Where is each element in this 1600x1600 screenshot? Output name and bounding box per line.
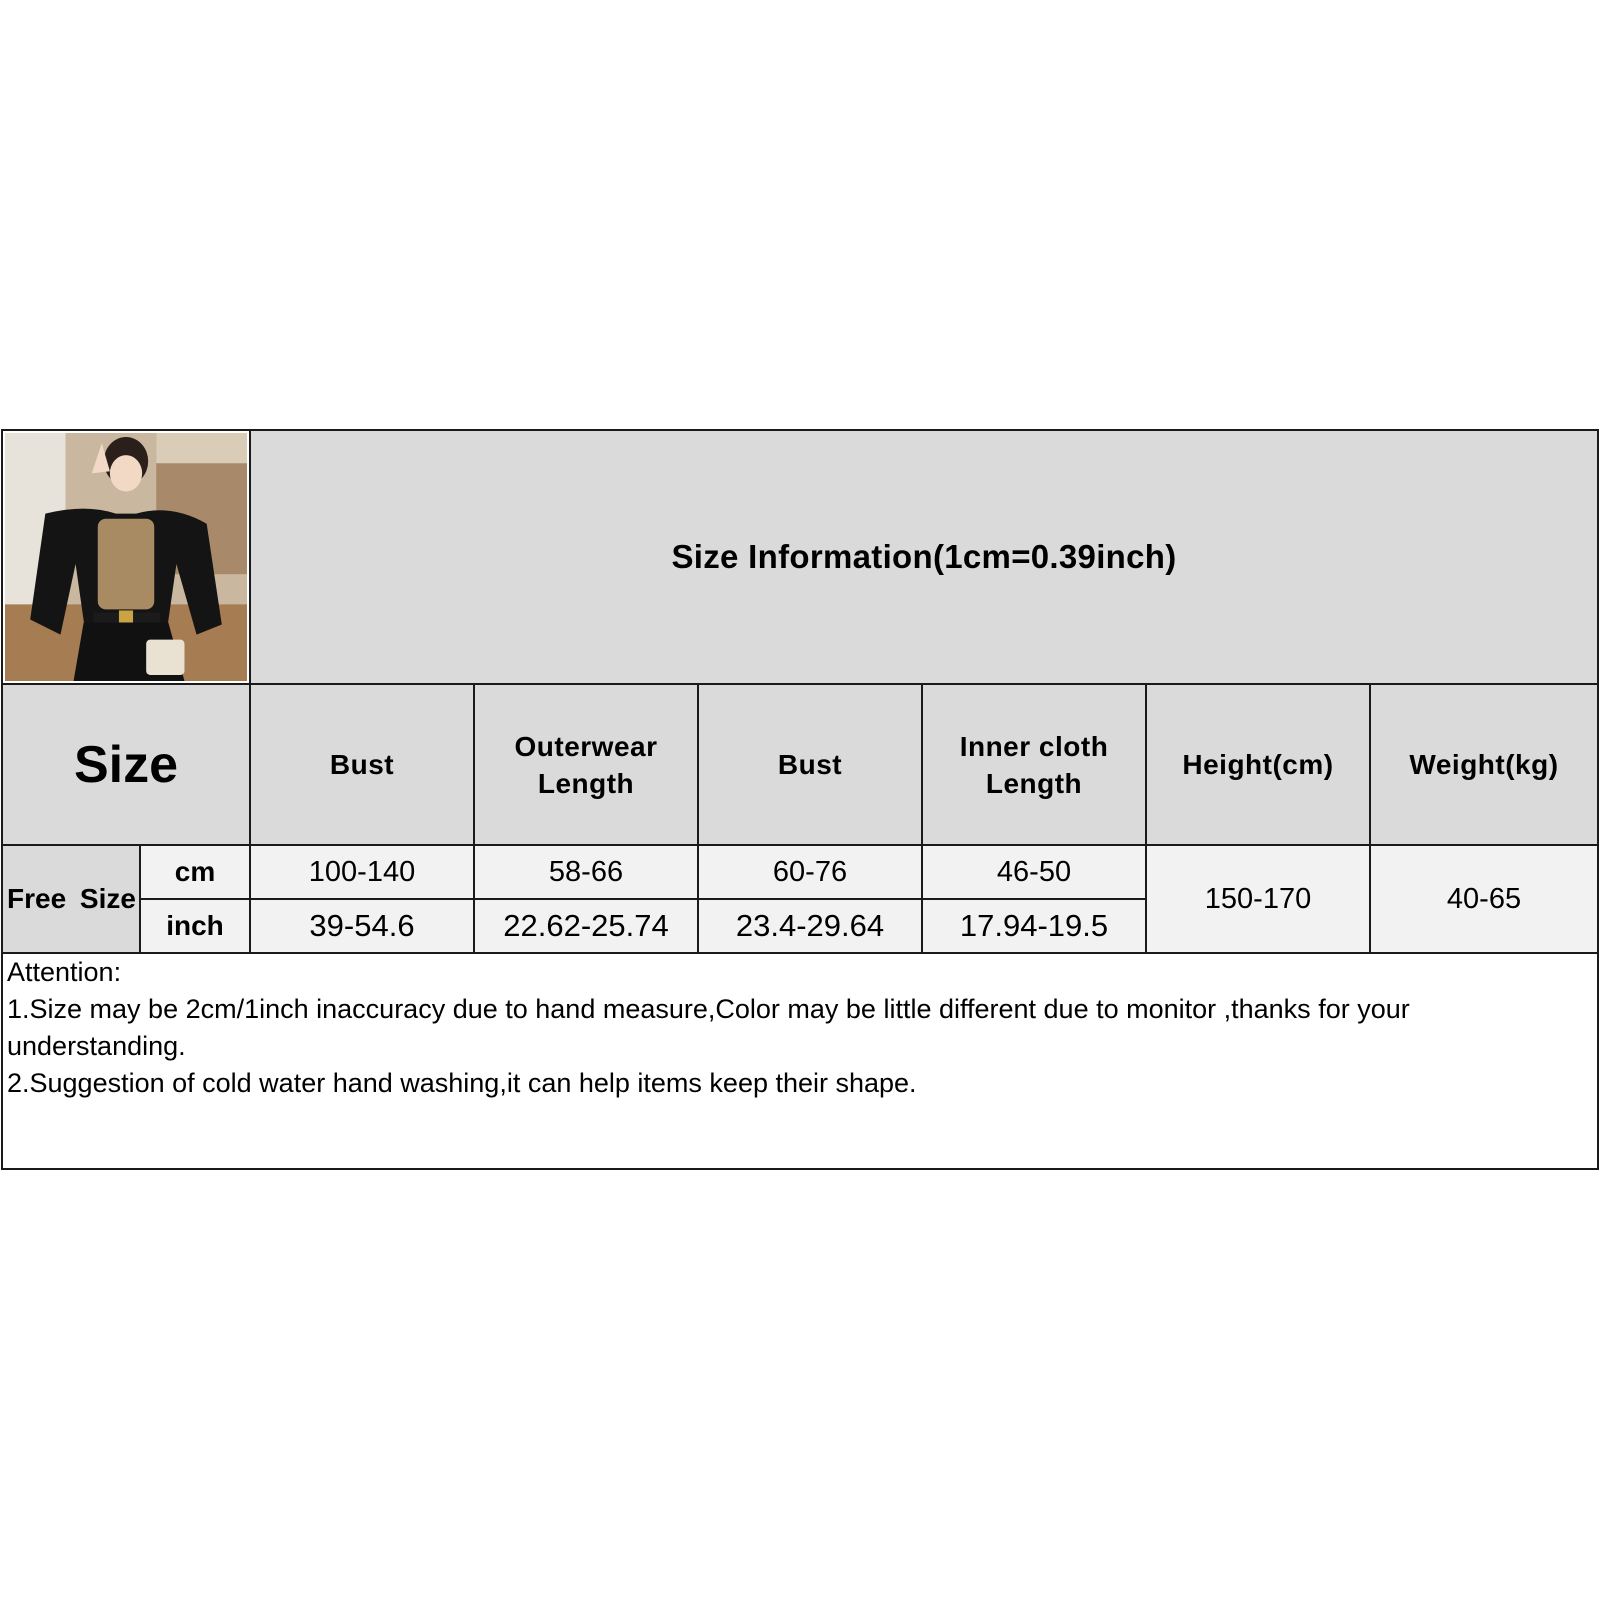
- cell-value: 100-140: [308, 855, 416, 888]
- chart-title-cell: [249, 429, 1599, 685]
- size-chart: [1, 429, 1599, 1170]
- table-cell: [697, 898, 923, 954]
- cell-value: 22.62-25.74: [503, 908, 669, 943]
- notes-line-1: 1.Size may be 2cm/1inch inaccuracy due to hand measure,Color may be little different due to monitor ,thanks for your understanding.: [7, 994, 1410, 1061]
- product-photo: [1, 429, 251, 685]
- table-cell: [473, 844, 699, 900]
- col-header-label: Bust: [777, 749, 843, 780]
- col-header-weight: [1369, 683, 1599, 846]
- weight-range-cell: [1369, 844, 1599, 954]
- cell-value: 40-65: [1446, 882, 1522, 915]
- size-header-cell: [1, 683, 251, 846]
- col-header-label: Outerwear Length: [514, 730, 658, 799]
- cell-value: 39-54.6: [309, 908, 415, 943]
- cell-value: 150-170: [1204, 882, 1312, 915]
- col-header-label: Weight(kg): [1409, 749, 1559, 780]
- notes-heading: Attention:: [7, 957, 122, 987]
- col-header-bust-inner: [697, 683, 923, 846]
- col-header-label: Inner cloth Length: [959, 730, 1109, 799]
- cell-value: 58-66: [548, 855, 624, 888]
- col-header-bust-outer: [249, 683, 475, 846]
- attention-notes: [1, 952, 1599, 1170]
- size-label: Size: [73, 735, 179, 794]
- cell-value: 23.4-29.64: [735, 908, 885, 943]
- cell-value: 46-50: [996, 855, 1072, 888]
- unit-inch-cell: [139, 898, 251, 954]
- table-cell: [249, 844, 475, 900]
- col-header-outerwear-length: [473, 683, 699, 846]
- col-header-height: [1145, 683, 1371, 846]
- free-size-cell: [1, 844, 141, 954]
- page-title: Size Information(1cm=0.39inch): [671, 538, 1177, 575]
- unit-label: inch: [166, 910, 224, 941]
- table-cell: [921, 844, 1147, 900]
- notes-line-2: 2.Suggestion of cold water hand washing,it can help items keep their shape.: [7, 1068, 917, 1098]
- col-header-label: Height(cm): [1182, 749, 1334, 780]
- unit-cm-cell: [139, 844, 251, 900]
- col-header-inner-length: [921, 683, 1147, 846]
- size-name: Free Size: [7, 883, 136, 914]
- unit-label: cm: [174, 856, 216, 887]
- col-header-label: Bust: [329, 749, 395, 780]
- cell-value: 17.94-19.5: [959, 908, 1109, 943]
- table-cell: [697, 844, 923, 900]
- model-image: [5, 433, 247, 681]
- cell-value: 60-76: [772, 855, 848, 888]
- table-cell: [249, 898, 475, 954]
- table-cell: [473, 898, 699, 954]
- table-cell: [921, 898, 1147, 954]
- height-range-cell: [1145, 844, 1371, 954]
